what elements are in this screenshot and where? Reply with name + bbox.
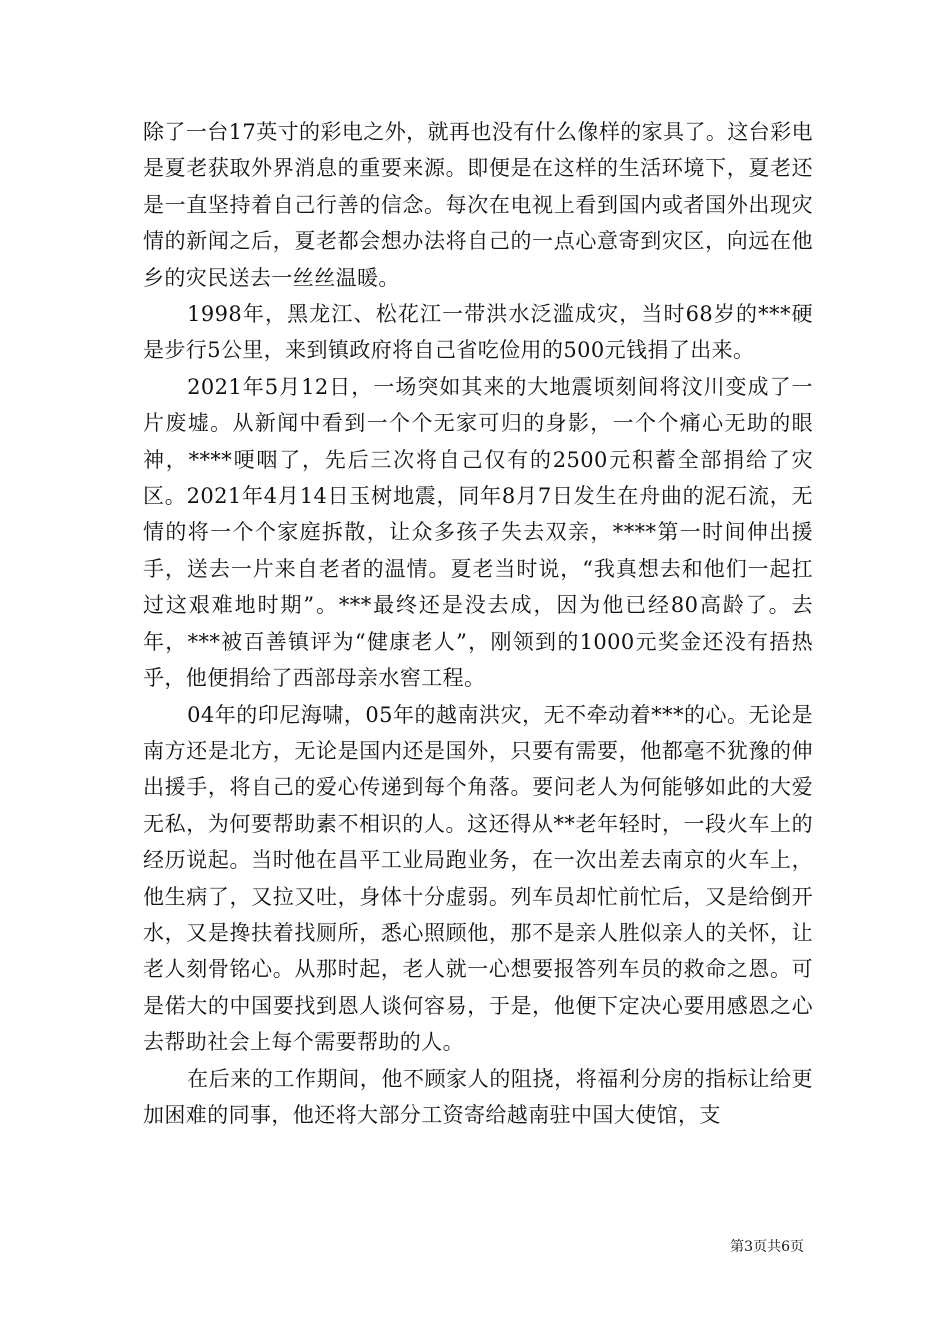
paragraph: 除了一台17英寸的彩电之外，就再也没有什么像样的家具了。这台彩电是夏老获取外界消息的重要来源。即便是在这样的生活环境下，夏老还是一直坚持着自己行善的信念。每次在电视上看到国内或者国外出现灾情的新闻之后，夏老都会想办法将自己的一点心意寄到灾区，向远在他乡的灾民送去一丝丝温暖。 (143, 120, 813, 290)
page-number-footer: 第3页共6页 (730, 1239, 804, 1255)
paragraph: 在后来的工作期间，他不顾家人的阻挠，将福利分房的指标让给更加困难的同事，他还将大部分工资寄给越南驻中国大使馆，支 (143, 1066, 813, 1127)
paragraph: 04年的印尼海啸，05年的越南洪灾，无不牵动着***的心。无论是南方还是北方，无论是国内还是国外，只要有需要，他都毫不犹豫的伸出援手，将自己的爱心传递到每个角落。要问老人为何能够如此的大爱无私，为何要帮助素不相识的人。这还得从**老年轻时，一段火车上的经历说起。当时他在昌平工业局跑业务，在一次出差去南京的火车上，他生病了，又拉又吐，身体十分虚弱。列车员却忙前忙后，又是给倒开水，又是搀扶着找厕所，悉心照顾他，那不是亲人胜似亲人的关怀，让老人刻骨铭心。从那时起，老人就一心想要报答列车员的救命之恩。可是偌大的中国要找到恩人谈何容易，于是，他便下定决心要用感恩之心去帮助社会上每个需要帮助的人。 (143, 702, 813, 1055)
paragraph: 2021年5月12日，一场突如其来的大地震顷刻间将汶川变成了一片废墟。从新闻中看到一个个无家可归的身影，一个个痛心无助的眼神，****哽咽了，先后三次将自己仅有的2500元积蓄全部捐给了灾区。2021年4月14日玉树地震，同年8月7日发生在舟曲的泥石流，无情的将一个个家庭拆散，让众多孩子失去双亲，****第一时间伸出援手，送去一片来自老者的温情。夏老当时说，“我真想去和他们一起扛过这艰难地时期”。***最终还是没去成，因为他已经80高龄了。去年，***被百善镇评为“健康老人”，刚领到的1000元奖金还没有捂热乎，他便捐给了西部母亲水窖工程。 (143, 374, 813, 691)
body-text (143, 114, 813, 1133)
paragraph: 1998年，黑龙江、松花江一带洪水泛滥成灾，当时68岁的***硬是步行5公里，来到镇政府将自己省吃俭用的500元钱捐了出来。 (143, 302, 813, 363)
